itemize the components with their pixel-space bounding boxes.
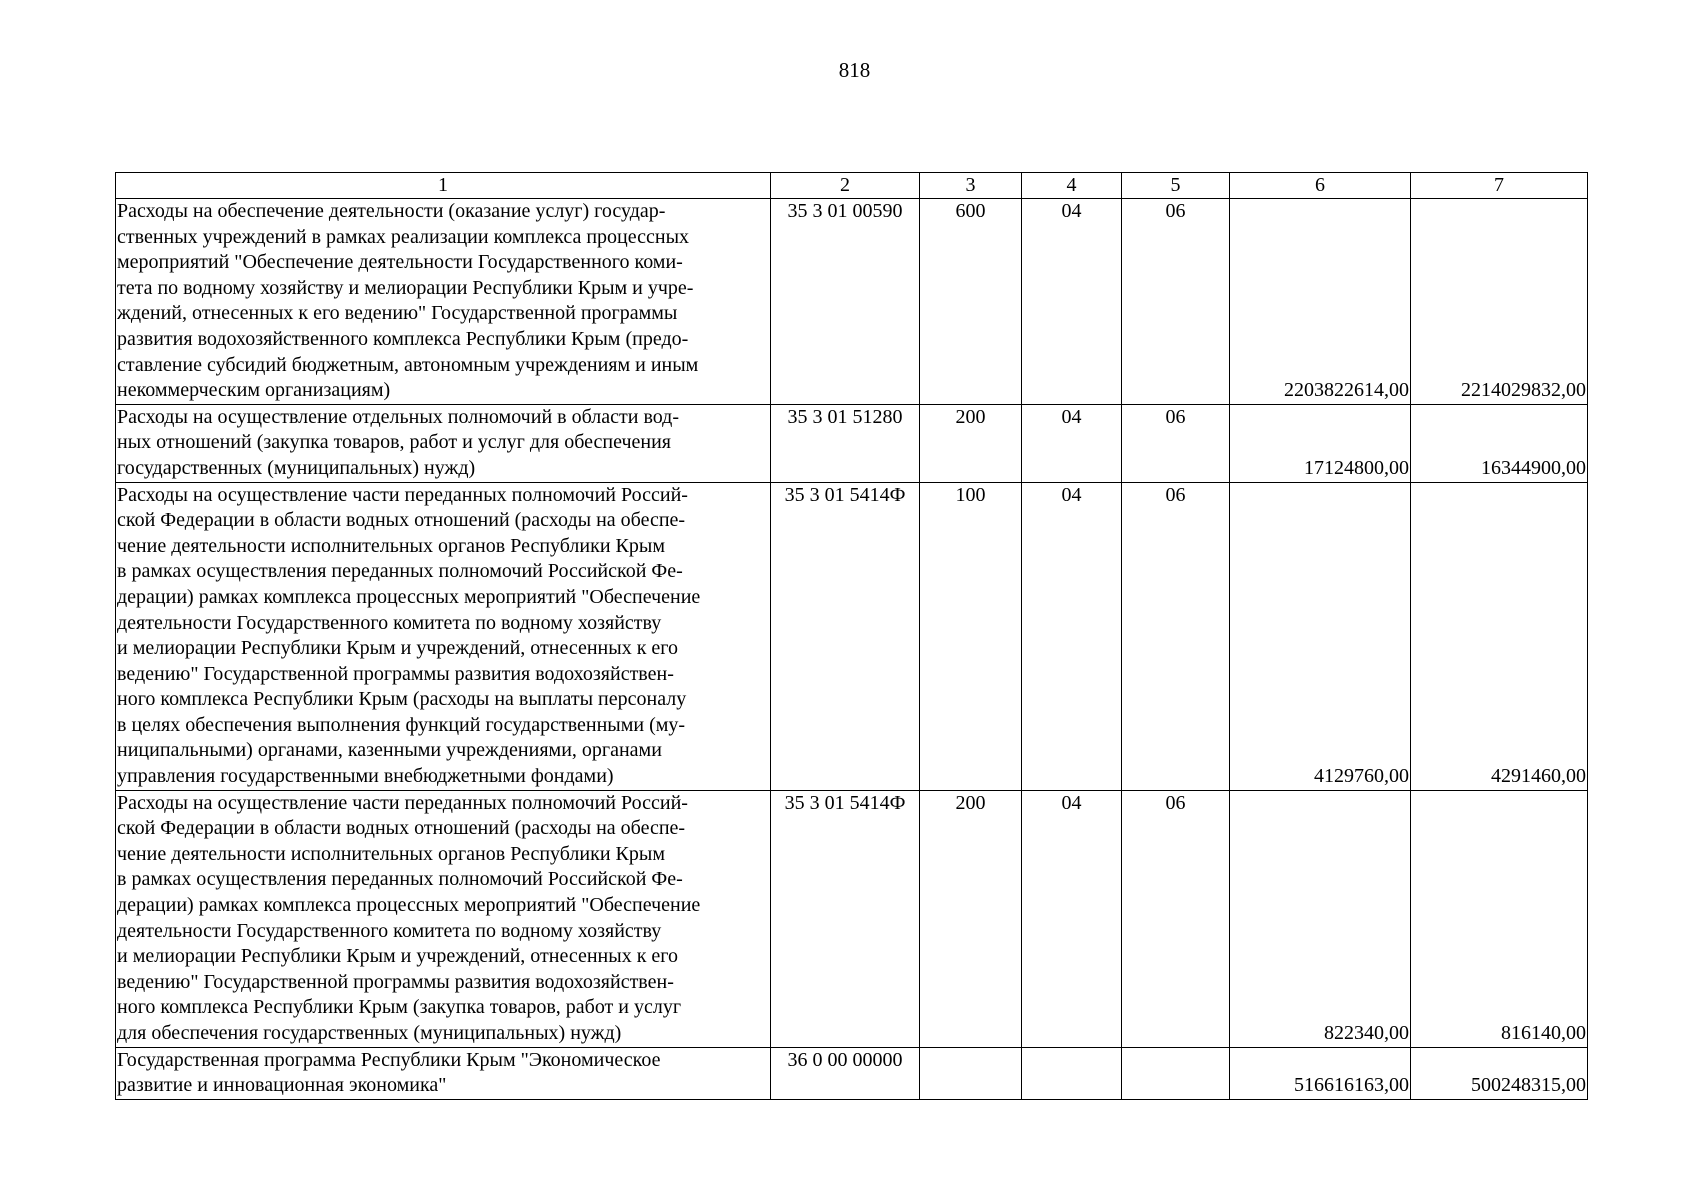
row-description: Государственная программа Республики Крым "Экономическое развитие и инновационная экономика" xyxy=(116,1047,771,1099)
row-col3: 600 xyxy=(920,199,1022,405)
table-row xyxy=(116,1047,1588,1099)
row-col7: 16344900,00 xyxy=(1411,404,1588,482)
row-col7: 816140,00 xyxy=(1411,790,1588,1047)
row-description: Расходы на обеспечение деятельности (оказание услуг) государ- ственных учреждений в рамках реализации комплекса процессных мероприятий "Обеспечение деятельности Государственного коми- тета по водному хозяйству и мелиорации Республики Крым и учре- ждений, отнесенных к его ведению" Государственной программы развития водохозяйственного комплекса Республики Крым (предо- ставление субсидий бюджетным, автономным учреждениям и иным некоммерческим организациям) xyxy=(116,199,771,405)
table-row xyxy=(116,404,1588,482)
header-cell: 3 xyxy=(920,173,1022,199)
row-col5: 06 xyxy=(1122,482,1230,790)
header-cell: 5 xyxy=(1122,173,1230,199)
row-description: Расходы на осуществление отдельных полномочий в области вод- ных отношений (закупка товаров, работ и услуг для обеспечения государственных (муниципальных) нужд) xyxy=(116,404,771,482)
row-code: 35 3 01 5414Ф xyxy=(771,482,920,790)
row-col7: 500248315,00 xyxy=(1411,1047,1588,1099)
row-col6: 2203822614,00 xyxy=(1230,199,1411,405)
header-cell: 6 xyxy=(1230,173,1411,199)
budget-table xyxy=(115,172,1588,1100)
table-row xyxy=(116,482,1588,790)
row-col4 xyxy=(1022,1047,1122,1099)
header-cell: 4 xyxy=(1022,173,1122,199)
row-col6: 17124800,00 xyxy=(1230,404,1411,482)
row-col5 xyxy=(1122,1047,1230,1099)
table-header-row xyxy=(116,173,1588,199)
row-col7: 4291460,00 xyxy=(1411,482,1588,790)
row-col4: 04 xyxy=(1022,404,1122,482)
row-col3: 100 xyxy=(920,482,1022,790)
row-col3: 200 xyxy=(920,404,1022,482)
page-number: 818 xyxy=(838,58,871,82)
row-description: Расходы на осуществление части переданных полномочий Россий- ской Федерации в области водных отношений (расходы на обеспе- чение деятельности исполнительных органов Республики Крым в рамках осуществления переданных полномочий Российской Фе- дерации) рамках комплекса процессных мероприятий "Обеспечение деятельности Государственного комитета по водному хозяйству и мелиорации Республики Крым и учреждений, отнесенных к его ведению" Государственной программы развития водохозяйствен- ного комплекса Республики Крым (закупка товаров, работ и услуг для обеспечения государственных (муниципальных) нужд) xyxy=(116,790,771,1047)
row-col6: 4129760,00 xyxy=(1230,482,1411,790)
row-col5: 06 xyxy=(1122,199,1230,405)
row-code: 36 0 00 00000 xyxy=(771,1047,920,1099)
row-col6: 822340,00 xyxy=(1230,790,1411,1047)
row-code: 35 3 01 5414Ф xyxy=(771,790,920,1047)
row-description: Расходы на осуществление части переданных полномочий Россий- ской Федерации в области водных отношений (расходы на обеспе- чение деятельности исполнительных органов Республики Крым в рамках осуществления переданных полномочий Российской Фе- дерации) рамках комплекса процессных мероприятий "Обеспечение деятельности Государственного комитета по водному хозяйству и мелиорации Республики Крым и учреждений, отнесенных к его ведению" Государственной программы развития водохозяйствен- ного комплекса Республики Крым (расходы на выплаты персоналу в целях обеспечения выполнения функций государственными (му- ниципальными) органами, казенными учреждениями, органами управления государственными внебюджетными фондами) xyxy=(116,482,771,790)
row-col4: 04 xyxy=(1022,199,1122,405)
row-code: 35 3 01 00590 xyxy=(771,199,920,405)
row-col6: 516616163,00 xyxy=(1230,1047,1411,1099)
row-col4: 04 xyxy=(1022,482,1122,790)
row-col4: 04 xyxy=(1022,790,1122,1047)
row-col5: 06 xyxy=(1122,404,1230,482)
table-row xyxy=(116,199,1588,405)
row-col3 xyxy=(920,1047,1022,1099)
header-cell: 1 xyxy=(116,173,771,199)
row-col3: 200 xyxy=(920,790,1022,1047)
row-code: 35 3 01 51280 xyxy=(771,404,920,482)
table-row xyxy=(116,790,1588,1047)
header-cell: 7 xyxy=(1411,173,1588,199)
row-col7: 2214029832,00 xyxy=(1411,199,1588,405)
row-col5: 06 xyxy=(1122,790,1230,1047)
header-cell: 2 xyxy=(771,173,920,199)
